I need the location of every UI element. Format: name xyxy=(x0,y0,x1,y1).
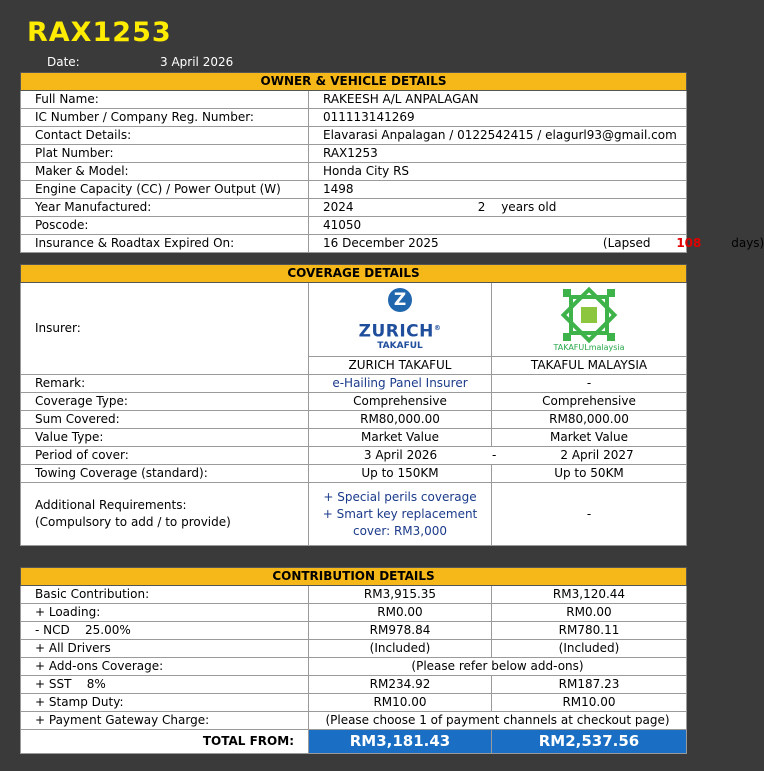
period-cell xyxy=(309,447,687,465)
coverage-type1: Comprehensive xyxy=(309,393,492,411)
plate-title: RAX1253 xyxy=(27,17,172,48)
table-row xyxy=(21,181,687,199)
field-label: IC Number / Company Reg. Number: xyxy=(21,109,309,127)
field-label: Period of cover: xyxy=(21,447,309,465)
table-row xyxy=(21,447,687,465)
addreq1-line3: cover: RM3,000 xyxy=(352,523,448,538)
sst2: RM187.23 xyxy=(492,676,687,694)
towing2: Up to 50KM xyxy=(492,465,687,483)
age-suffix: years old xyxy=(501,200,557,214)
expiry-cell xyxy=(309,235,764,253)
table-row xyxy=(21,483,687,546)
full-name-value: RAKEESH A/L ANPALAGAN xyxy=(309,91,687,109)
contribution-header: CONTRIBUTION DETAILS xyxy=(21,568,687,586)
field-label: Engine Capacity (CC) / Power Output (W) xyxy=(21,181,309,199)
contact-value: Elavarasi Anpalagan / 0122542415 / elagurl93@gmail.com xyxy=(309,127,687,145)
table-row xyxy=(21,640,687,658)
table-row xyxy=(21,375,687,393)
basic1: RM3,915.35 xyxy=(309,586,492,604)
value-type2: Market Value xyxy=(492,429,687,447)
period-end: 2 April 2027 xyxy=(560,448,634,462)
addreq-label-line1: Additional Requirements: xyxy=(35,498,187,512)
maker-model-value: Honda City RS xyxy=(309,163,687,181)
insurer1-name: ZURICH TAKAFUL xyxy=(309,357,492,375)
field-label: + Stamp Duty: xyxy=(21,694,309,712)
stamp2: RM10.00 xyxy=(492,694,687,712)
field-label: + Add-ons Coverage: xyxy=(21,658,309,676)
sum-covered2: RM80,000.00 xyxy=(492,411,687,429)
table-row xyxy=(21,658,687,676)
plate-number-value: RAX1253 xyxy=(309,145,687,163)
basic2: RM3,120.44 xyxy=(492,586,687,604)
stamp1: RM10.00 xyxy=(309,694,492,712)
field-label: + SST 8% xyxy=(21,676,309,694)
table-row xyxy=(21,145,687,163)
takaful-emblem-icon xyxy=(559,287,619,343)
period-start: 3 April 2026 xyxy=(363,448,438,462)
period-dash: - xyxy=(492,448,497,462)
drivers1: (Included) xyxy=(309,640,492,658)
year-value: 2024 xyxy=(323,200,354,214)
ncd2: RM780.11 xyxy=(492,622,687,640)
lapsed-suffix: days) xyxy=(731,236,764,250)
table-row xyxy=(21,622,687,640)
table-row xyxy=(21,712,687,730)
total2: RM2,537.56 xyxy=(492,730,687,754)
table-row xyxy=(21,429,687,447)
table-row xyxy=(21,235,687,253)
ncd1: RM978.84 xyxy=(309,622,492,640)
field-label: Basic Contribution: xyxy=(21,586,309,604)
loading2: RM0.00 xyxy=(492,604,687,622)
remark1: e-Hailing Panel Insurer xyxy=(309,375,492,393)
addons-value: (Please refer below add-ons) xyxy=(309,658,687,676)
takaful-logo-cell xyxy=(492,283,687,357)
table-row xyxy=(21,283,687,357)
table-row xyxy=(21,465,687,483)
table-row xyxy=(21,217,687,235)
table-row xyxy=(21,109,687,127)
owner-header: OWNER & VEHICLE DETAILS xyxy=(21,73,687,91)
additional-requirements-label xyxy=(21,483,309,546)
table-row xyxy=(21,694,687,712)
postcode-value: 41050 xyxy=(309,217,687,235)
field-label: Plat Number: xyxy=(21,145,309,163)
drivers2: (Included) xyxy=(492,640,687,658)
takaful-logo xyxy=(492,287,686,353)
registered-mark: ® xyxy=(433,323,442,332)
field-label: + Payment Gateway Charge: xyxy=(21,712,309,730)
ic-number-value: 011113141269 xyxy=(309,109,687,127)
zurich-z-icon: Z xyxy=(388,288,412,312)
date-value: 3 April 2026 xyxy=(160,55,234,69)
field-label: Poscode: xyxy=(21,217,309,235)
addreq1-line2: + Smart key replacement xyxy=(322,506,478,521)
field-label: + Loading: xyxy=(21,604,309,622)
field-label: Coverage Type: xyxy=(21,393,309,411)
owner-vehicle-table xyxy=(20,72,764,253)
table-row xyxy=(21,604,687,622)
addreq1 xyxy=(309,483,492,546)
table-row xyxy=(21,127,687,145)
sst1: RM234.92 xyxy=(309,676,492,694)
field-label: Maker & Model: xyxy=(21,163,309,181)
field-label: Sum Covered: xyxy=(21,411,309,429)
addreq2: - xyxy=(492,483,687,546)
field-label: Year Manufactured: xyxy=(21,199,309,217)
lapsed-days: 108 xyxy=(676,236,702,250)
insurer2-name: TAKAFUL MALAYSIA xyxy=(492,357,687,375)
coverage-header: COVERAGE DETAILS xyxy=(21,265,687,283)
table-row xyxy=(21,393,687,411)
field-label: Value Type: xyxy=(21,429,309,447)
total-row xyxy=(21,730,687,754)
field-label: Contact Details: xyxy=(21,127,309,145)
field-label: Remark: xyxy=(21,375,309,393)
sum-covered1: RM80,000.00 xyxy=(309,411,492,429)
remark2: - xyxy=(492,375,687,393)
zurich-logo-cell xyxy=(309,283,492,357)
age-value: 2 xyxy=(477,200,486,214)
coverage-table xyxy=(20,264,687,546)
expiry-value: 16 December 2025 xyxy=(323,236,439,250)
addreq1-line1: + Special perils coverage xyxy=(323,489,477,504)
zurich-logo-text xyxy=(359,318,442,342)
table-row xyxy=(21,676,687,694)
field-label: Insurer: xyxy=(21,283,309,375)
engine-capacity-value: 1498 xyxy=(309,181,687,199)
total-label: TOTAL FROM: xyxy=(21,730,309,754)
field-label: Insurance & Roadtax Expired On: xyxy=(21,235,309,253)
lapsed-prefix: (Lapsed xyxy=(602,236,651,250)
field-label: - NCD 25.00% xyxy=(21,622,309,640)
table-row xyxy=(21,586,687,604)
coverage-type2: Comprehensive xyxy=(492,393,687,411)
contribution-table xyxy=(20,567,687,754)
field-label: + All Drivers xyxy=(21,640,309,658)
zurich-logo xyxy=(309,288,491,352)
field-label: Towing Coverage (standard): xyxy=(21,465,309,483)
zurich-logo-word: ZURICH xyxy=(358,321,434,342)
table-row xyxy=(21,199,687,217)
towing1: Up to 150KM xyxy=(309,465,492,483)
table-row xyxy=(21,163,687,181)
zurich-logo-sub: TAKAFUL xyxy=(377,341,423,352)
table-row xyxy=(21,411,687,429)
takaful-logo-text: TAKAFULmalaysia xyxy=(553,342,625,352)
total1: RM3,181.43 xyxy=(309,730,492,754)
date-label: Date: xyxy=(47,55,80,69)
value-type1: Market Value xyxy=(309,429,492,447)
loading1: RM0.00 xyxy=(309,604,492,622)
year-cell xyxy=(309,199,687,217)
table-row xyxy=(21,91,687,109)
gateway-value: (Please choose 1 of payment channels at checkout page) xyxy=(309,712,687,730)
field-label: Full Name: xyxy=(21,91,309,109)
addreq-label-line2: (Compulsory to add / to provide) xyxy=(35,515,231,529)
